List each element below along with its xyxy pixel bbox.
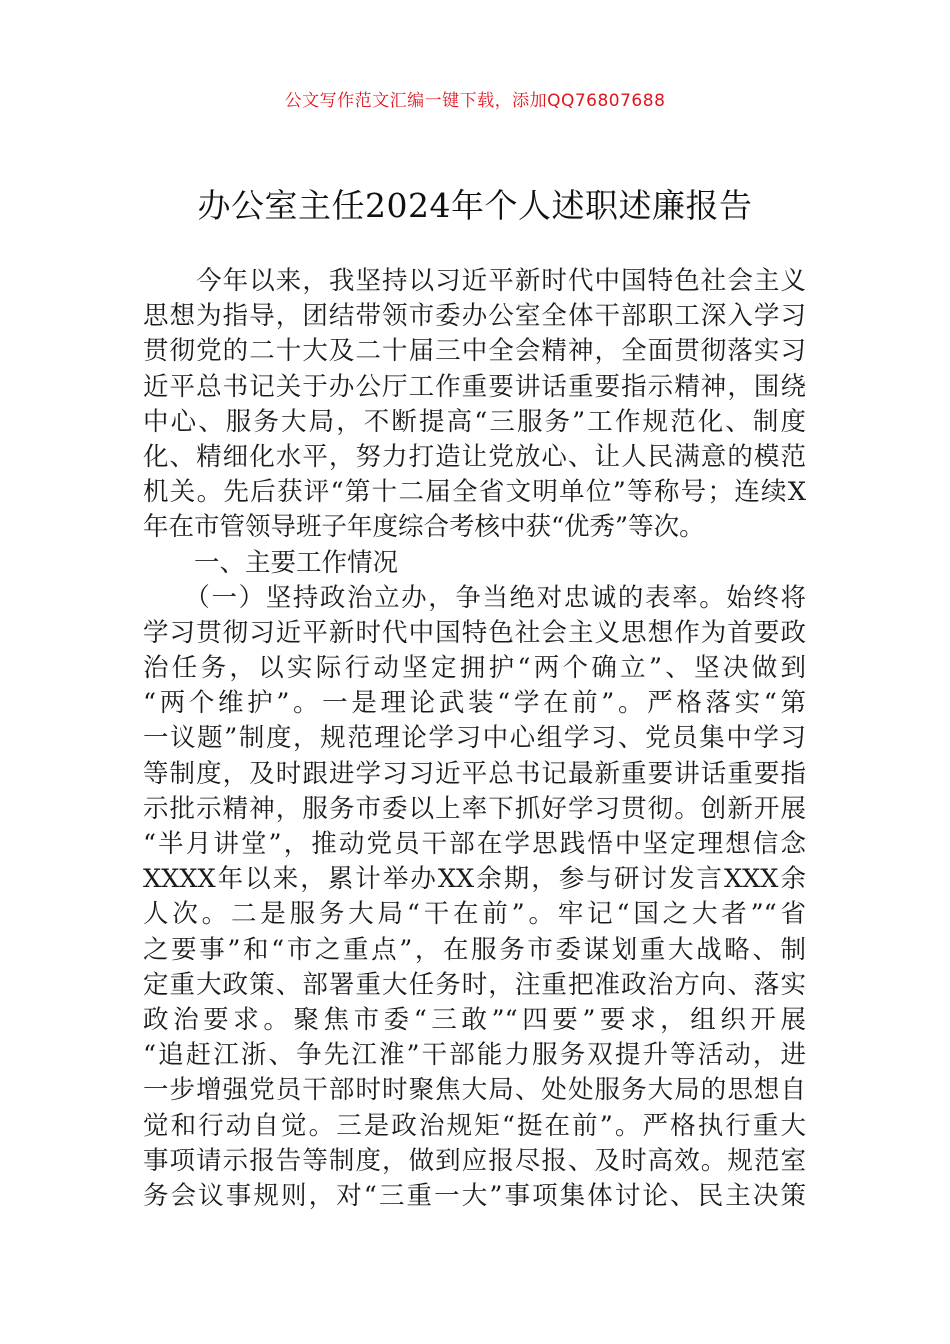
body-line: 今年以来，我坚持以习近平新时代中国特色社会主义 xyxy=(143,266,806,296)
body-line: “追赶江浙、争先江淮”干部能力服务双提升等活动，进 xyxy=(143,1040,806,1071)
body-line: 中心、服务大局，不断提高“三服务”工作规范化、制度 xyxy=(143,406,806,437)
document-title: 办公室主任2024年个人述职述廉报告 xyxy=(197,186,753,225)
body-line: “半月讲堂”，推动党员干部在学思践悟中坚定理想信念 xyxy=(143,829,806,859)
body-line: 学习贯彻习近平新时代中国特色社会主义思想作为首要政 xyxy=(143,617,806,648)
body-line: （一）坚持政治立办，争当绝对忠诚的表率。始终将 xyxy=(143,582,806,613)
body-line: 治任务，以实际行动坚定拥护“两个确立”、坚决做到 xyxy=(143,653,806,684)
body-line: 觉和行动自觉。三是政治规矩“挺在前”。严格执行重大 xyxy=(143,1110,806,1141)
body-line: 贯彻党的二十大及二十届三中全会精神，全面贯彻落实习 xyxy=(143,336,806,367)
body-line: 年在市管领导班子年度综合考核中获“优秀”等次。 xyxy=(143,512,705,543)
body-line: 定重大政策、部署重大任务时，注重把准政治方向、落实 xyxy=(143,969,806,1000)
body-line: 等制度，及时跟进学习习近平总书记最新重要讲话重要指 xyxy=(143,758,806,789)
body-line: 一议题”制度，规范理论学习中心组学习、党员集中学习 xyxy=(143,723,806,754)
body-line: 人次。二是服务大局“干在前”。牢记“国之大者”“省 xyxy=(143,899,806,930)
section-heading: 一、主要工作情况 xyxy=(143,547,399,578)
body-line: XXXX年以来，累计举办XX余期，参与研讨发言XXX余 xyxy=(143,864,806,895)
body-line: 务会议事规则，对“三重一大”事项集体讨论、民主决策 xyxy=(143,1180,806,1211)
body-line: 化、精细化水平，努力打造让党放心、让人民满意的模范 xyxy=(143,441,806,472)
body-line: 机关。先后获评“第十二届全省文明单位”等称号；连续X xyxy=(143,477,806,508)
body-line: 近平总书记关于办公厅工作重要讲话重要指示精神，围绕 xyxy=(143,371,806,402)
body-line: “两个维护”。一是理论武装“学在前”。严格落实“第 xyxy=(143,688,806,719)
body-line: 之要事”和“市之重点”，在服务市委谋划重大战略、制 xyxy=(143,934,806,965)
body-line: 一步增强党员干部时时聚焦大局、处处服务大局的思想自 xyxy=(143,1075,806,1106)
download-banner: 公文写作范文汇编一键下载，添加QQ76807688 xyxy=(284,91,666,111)
body-line: 示批示精神，服务市委以上率下抓好学习贯彻。创新开展 xyxy=(143,793,806,824)
body-line: 政治要求。聚焦市委“三敢”“四要”要求，组织开展 xyxy=(143,1004,806,1035)
body-line: 思想为指导，团结带领市委办公室全体干部职工深入学习 xyxy=(143,301,806,332)
body-line: 事项请示报告等制度，做到应报尽报、及时高效。规范室 xyxy=(143,1145,806,1176)
document-body xyxy=(143,264,806,1214)
